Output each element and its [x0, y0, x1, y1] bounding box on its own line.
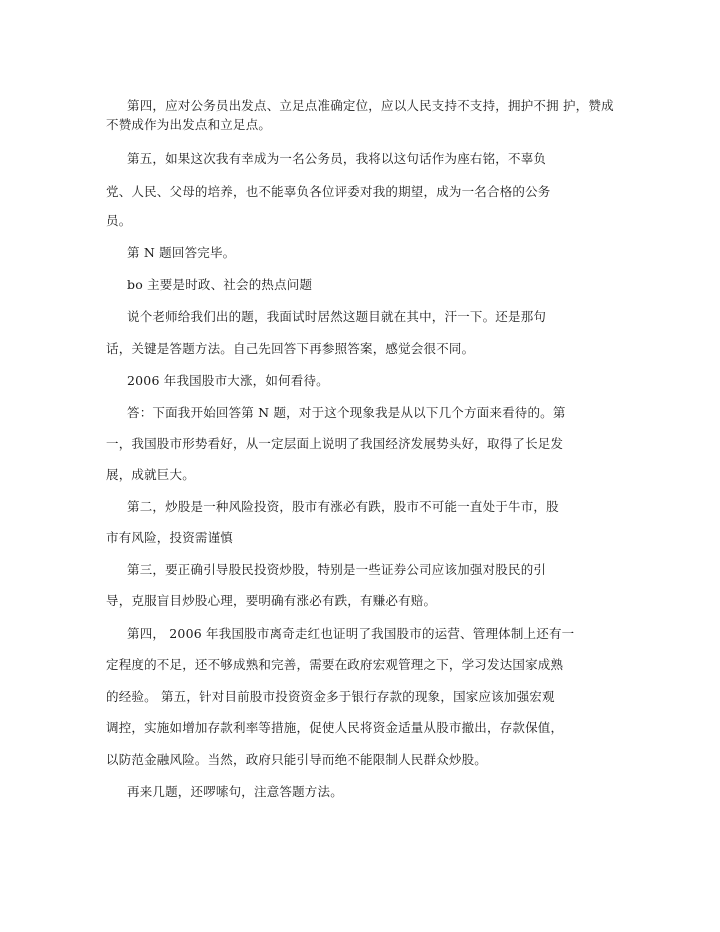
text-line: 第四，应对公务员出发点、立足点准确定位，应以人民支持不支持，拥护不拥 护，赞成: [127, 98, 614, 113]
text-line: 市有风险，投资需谨慎: [106, 530, 234, 545]
text-line: 导，克服盲目炒股心理，要明确有涨必有跌，有赚必有赔。: [106, 593, 437, 608]
text-line: 党、人民、父母的培养，也不能辜负各位评委对我的期望，成为一名合格的公务: [106, 184, 551, 199]
text-line: 第四， 2006 年我国股市离奇走红也证明了我国股市的运营、管理体制上还有一: [127, 626, 575, 641]
text-line: 话，关键是答题方法。自己先回答下再参照答案，感觉会很不同。: [106, 341, 475, 356]
text-line: 答：下面我开始回答第 N 题，对于这个现象我是从以下几个方面来看待的。第: [127, 405, 566, 420]
text-line: 一，我国股市形势看好，从一定层面上说明了我国经济发展势头好，取得了长足发: [106, 436, 564, 451]
text-line: 员。: [106, 213, 132, 228]
text-line: 说个老师给我们出的题，我面试时居然这题目就在其中，汗一下。还是那句: [127, 309, 547, 324]
text-line: 第二，炒股是一种风险投资，股市有涨必有跌，股市不可能一直处于牛市，股: [127, 499, 559, 514]
text-line: 再来几题，还啰嗦句，注意答题方法。: [127, 784, 343, 799]
text-line: bo 主要是时政、社会的热点问题: [127, 277, 313, 292]
text-line: 第 N 题回答完毕。: [127, 245, 236, 260]
text-line: 以防范金融风险。当然，政府只能引导而绝不能限制人民群众炒股。: [106, 752, 488, 767]
text-line: 定程度的不足，还不够成熟和完善，需要在政府宏观管理之下，学习发达国家成熟: [106, 657, 564, 672]
text-line: 调控，实施如增加存款利率等措施，促使人民将资金适量从股市撤出，存款保值，: [106, 720, 564, 735]
text-line: 不赞成作为出发点和立足点。: [106, 117, 272, 132]
text-line: 2006 年我国股市大涨，如何看待。: [127, 373, 329, 388]
text-line: 第五，如果这次我有幸成为一名公务员，我将以这句话作为座右铭，不辜负: [127, 151, 547, 166]
text-line: 的经验。 第五，针对目前股市投资资金多于银行存款的现象，国家应该加强宏观: [106, 689, 555, 704]
text-line: 第三，要正确引导股民投资炒股，特别是一些证券公司应该加强对股民的引: [127, 562, 547, 577]
text-line: 展，成就巨大。: [106, 467, 195, 482]
